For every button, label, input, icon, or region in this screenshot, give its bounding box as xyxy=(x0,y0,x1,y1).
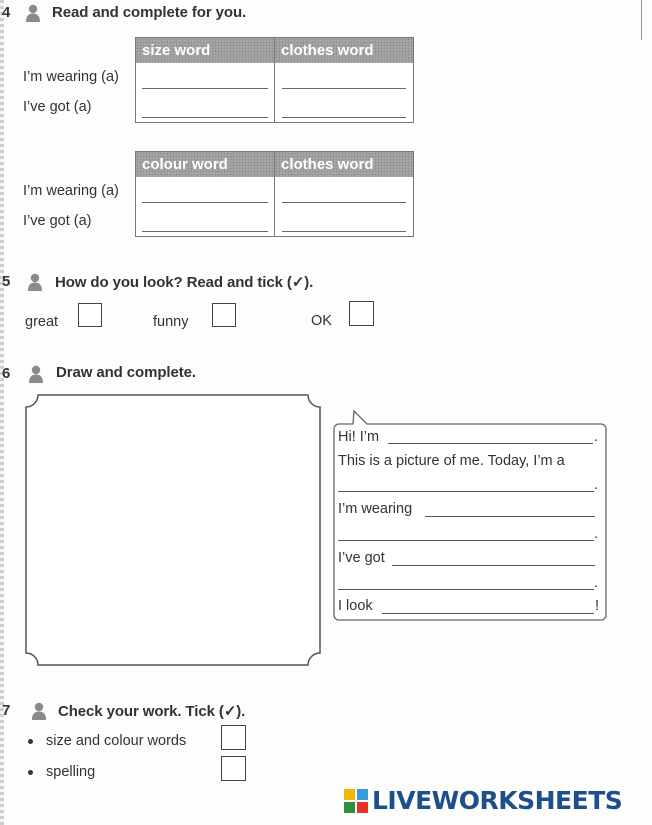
bubble-blank-wearing-2[interactable] xyxy=(338,540,594,541)
table1-header-clothes: clothes word xyxy=(275,38,413,63)
check-item-words-label: size and colour words xyxy=(46,733,187,749)
pupil-icon xyxy=(28,365,44,383)
table1-blank-r2c2[interactable] xyxy=(282,117,406,118)
table2-row1-label: I’m wearing (a) xyxy=(23,183,119,199)
bubble-blank-name[interactable] xyxy=(388,443,593,444)
table2-blank-r1c1[interactable] xyxy=(142,202,268,203)
table2-header-colour: colour word xyxy=(136,152,274,177)
bubble-line5-text: I look xyxy=(338,598,373,614)
section-6-instruction: Draw and complete. xyxy=(56,364,196,381)
bubble-line4-dot: . xyxy=(594,575,599,591)
section-4-number: 4 xyxy=(2,4,11,21)
bubble-line1-text: Hi! I’m xyxy=(338,429,380,445)
table1-row1-label: I’m wearing (a) xyxy=(23,69,119,85)
pupil-icon xyxy=(25,4,41,22)
bubble-line2-text: This is a picture of me. Today, I’m a xyxy=(338,453,565,469)
table2-header-clothes: clothes word xyxy=(275,152,413,177)
liveworksheets-watermark: LIVEWORKSHEETS xyxy=(372,786,623,815)
table1-blank-r1c2[interactable] xyxy=(282,88,406,89)
table2-divider xyxy=(274,152,275,236)
table1-divider xyxy=(274,38,275,122)
tick-box-ok[interactable] xyxy=(349,301,374,326)
option-funny-label: funny xyxy=(153,314,189,330)
table1-blank-r2c1[interactable] xyxy=(142,117,268,118)
table1-blank-r1c1[interactable] xyxy=(142,88,268,89)
bubble-line1-dot: . xyxy=(594,429,599,445)
bubble-line5-excl: ! xyxy=(595,598,600,614)
table2-row2-label: I’ve got (a) xyxy=(23,213,92,229)
page-margin-mark xyxy=(641,0,642,40)
bubble-line3-dot: . xyxy=(594,526,599,542)
bubble-blank-got-1[interactable] xyxy=(392,565,595,566)
check-item-spelling-label: spelling xyxy=(46,764,96,780)
table1-header-size: size word xyxy=(136,38,274,63)
bullet xyxy=(28,770,33,775)
size-clothes-table xyxy=(135,37,414,123)
bubble-blank-look[interactable] xyxy=(382,613,594,614)
pupil-icon xyxy=(31,702,47,720)
bubble-blank-got-2[interactable] xyxy=(338,589,594,590)
bubble-line2-dot: . xyxy=(594,477,599,493)
bubble-blank-today[interactable] xyxy=(338,491,594,492)
colour-clothes-table xyxy=(135,151,414,237)
option-great-label: great xyxy=(25,314,59,330)
table2-blank-r2c2[interactable] xyxy=(282,231,406,232)
option-ok-label: OK xyxy=(311,313,332,329)
section-4-instruction: Read and complete for you. xyxy=(52,4,247,21)
pupil-icon xyxy=(27,273,43,291)
tick-box-great[interactable] xyxy=(78,303,102,327)
section-7-instruction: Check your work. Tick (✓). xyxy=(58,703,246,720)
tick-box-words[interactable] xyxy=(221,725,246,750)
drawing-area[interactable] xyxy=(24,393,322,667)
table2-blank-r1c2[interactable] xyxy=(282,202,406,203)
bubble-line3-text: I’m wearing xyxy=(338,501,413,517)
bubble-blank-wearing-1[interactable] xyxy=(425,516,595,517)
bullet xyxy=(28,739,33,744)
section-6-number: 6 xyxy=(2,365,11,382)
table1-row2-label: I’ve got (a) xyxy=(23,99,92,115)
table2-blank-r2c1[interactable] xyxy=(142,231,268,232)
tick-box-funny[interactable] xyxy=(212,303,236,327)
liveworksheets-logo-icon xyxy=(344,789,368,813)
section-5-instruction: How do you look? Read and tick (✓). xyxy=(55,274,314,291)
section-5-number: 5 xyxy=(2,273,11,290)
section-7-number: 7 xyxy=(2,702,11,719)
bubble-line4-text: I’ve got xyxy=(338,550,385,566)
tick-box-spelling[interactable] xyxy=(221,756,246,781)
